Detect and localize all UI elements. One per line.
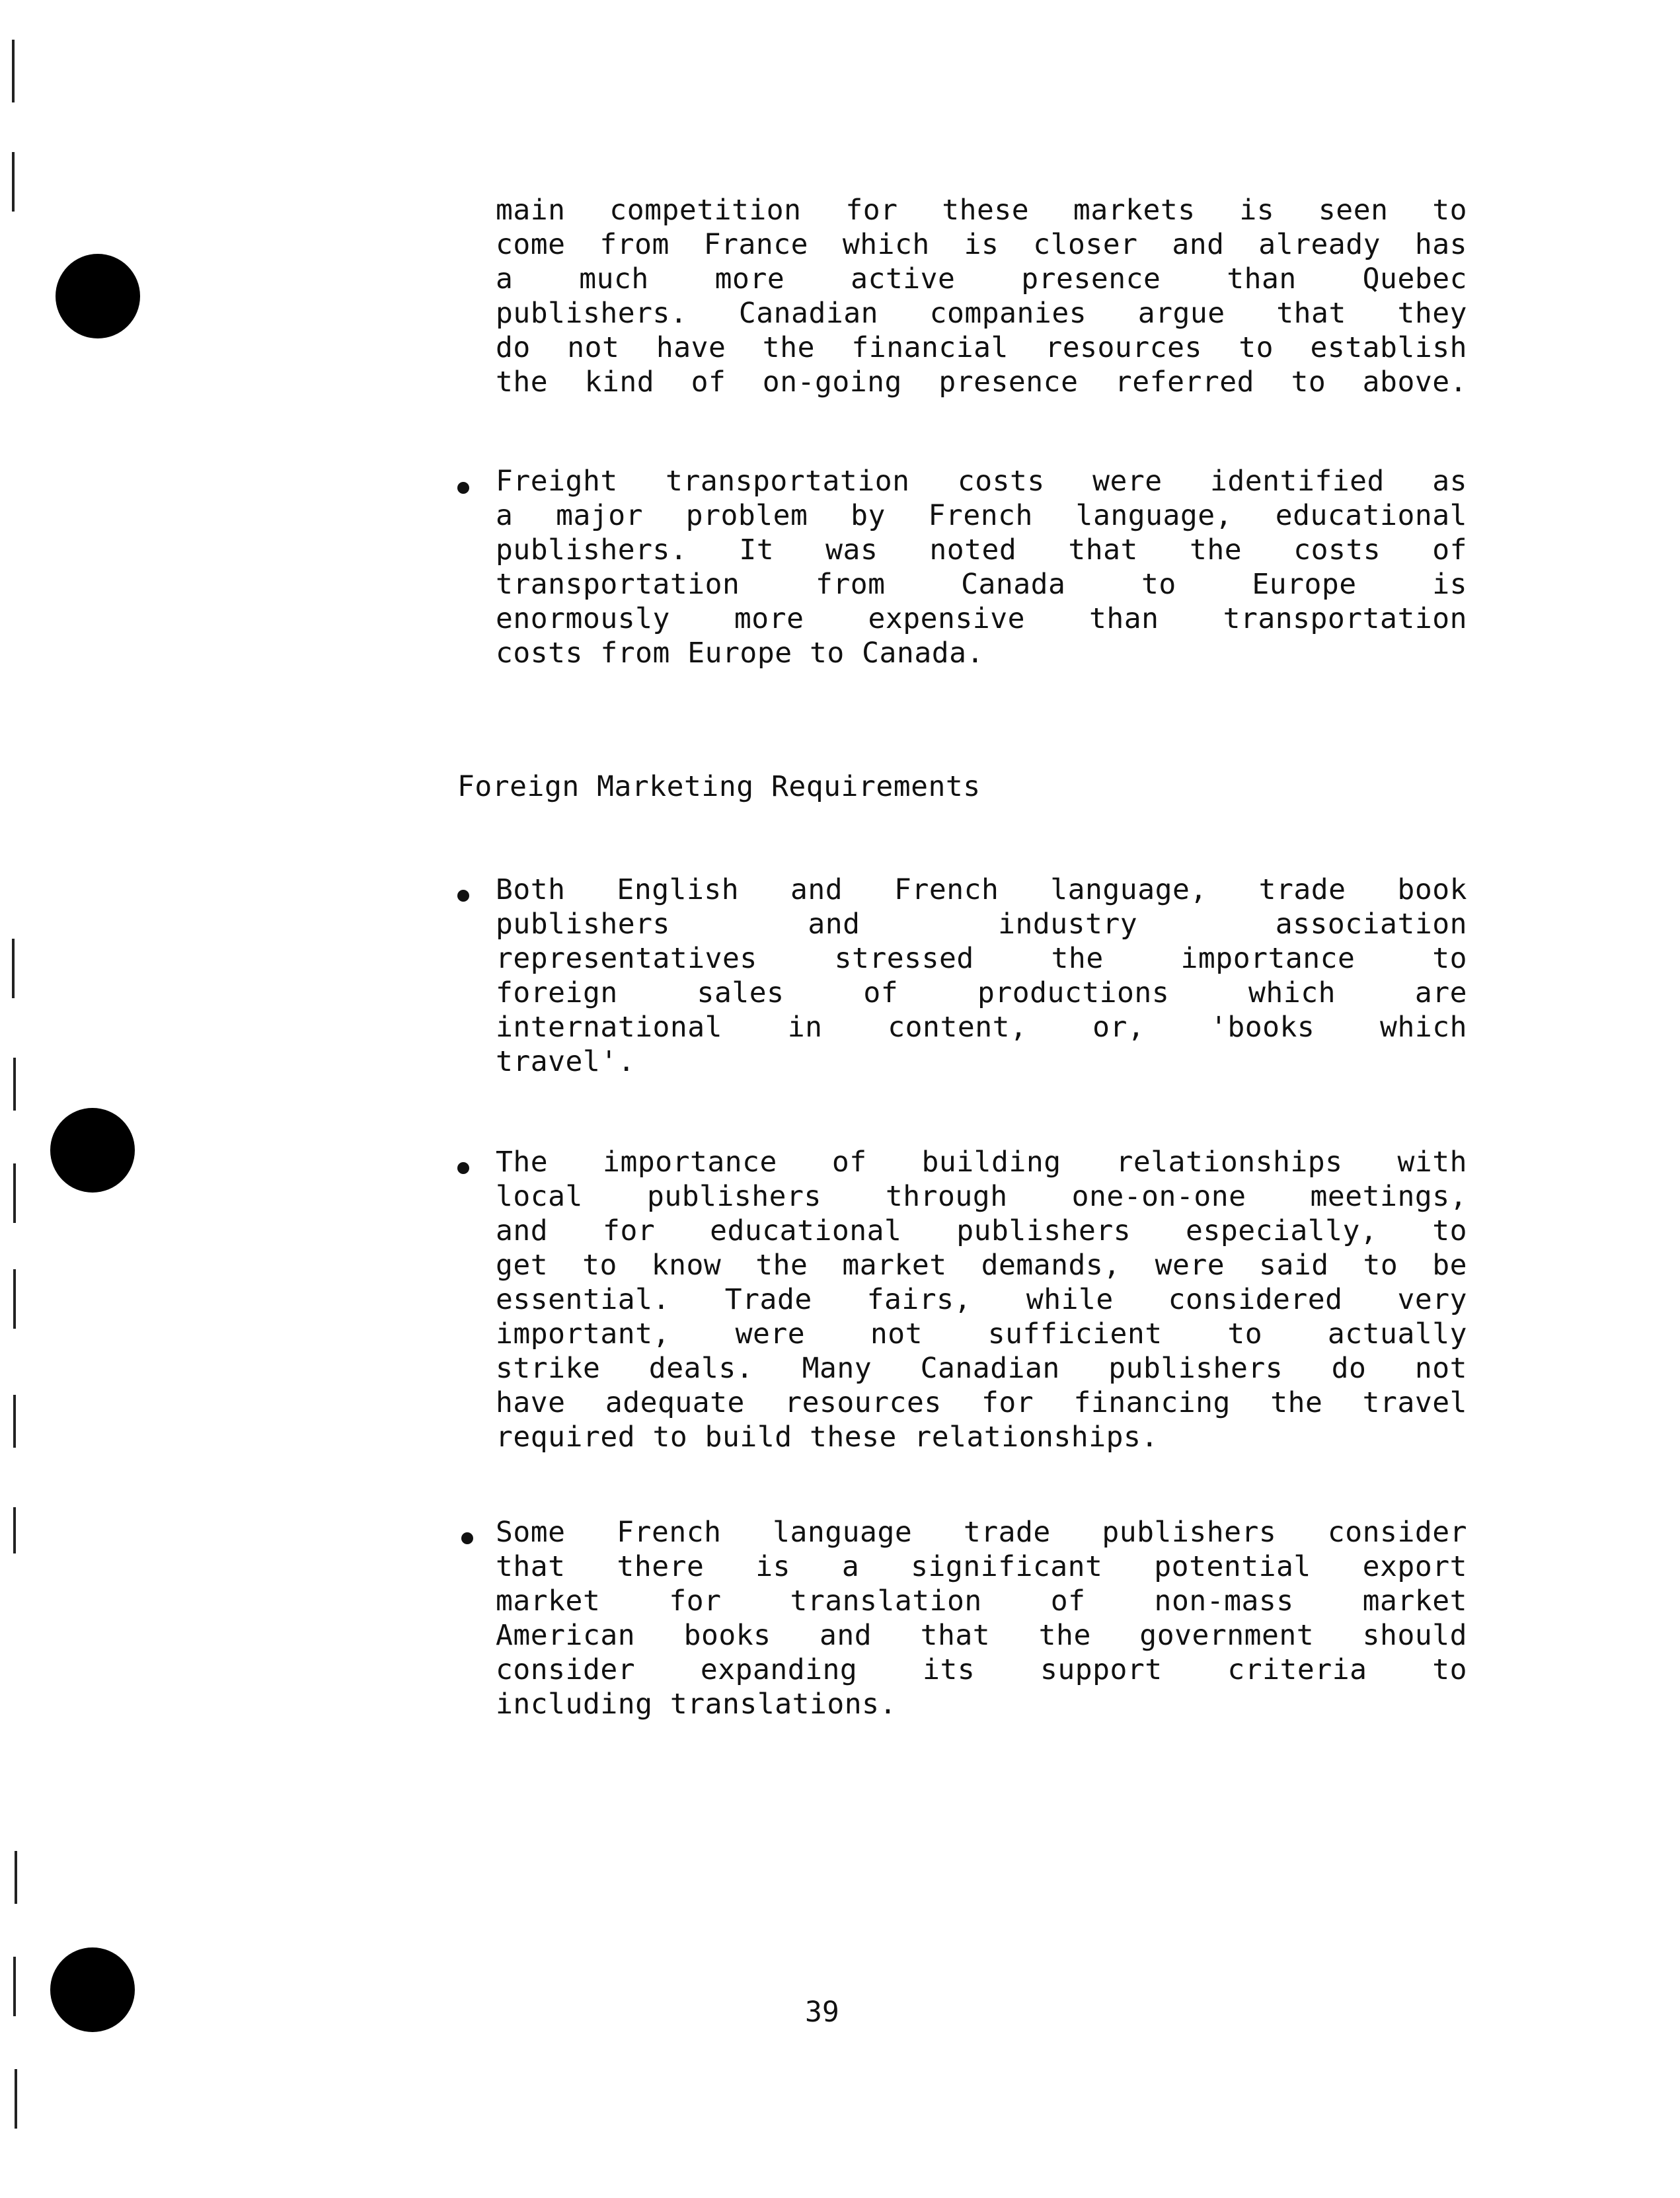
text-line: transportation from Canada to Europe is bbox=[496, 568, 1467, 601]
text-line: representatives stressed the importance to bbox=[496, 942, 1467, 975]
text-line: Freight transportation costs were identified as bbox=[496, 465, 1467, 498]
text-line: do not have the financial resources to establish bbox=[496, 331, 1467, 364]
text-line: publishers and industry association bbox=[496, 908, 1467, 941]
text-line: that there is a significant potential export bbox=[496, 1550, 1467, 1583]
punch-hole-middle bbox=[50, 1108, 135, 1193]
scan-edge-mark bbox=[13, 1058, 16, 1111]
bullet-point bbox=[457, 1162, 469, 1174]
scan-edge-mark bbox=[12, 152, 15, 212]
scan-edge-mark bbox=[12, 939, 15, 998]
scan-edge-mark bbox=[13, 1957, 16, 2016]
bullet-translations bbox=[496, 1515, 1467, 1721]
bullet-relationships bbox=[496, 1145, 1467, 1454]
text-line: have adequate resources for financing the travel bbox=[496, 1386, 1467, 1419]
text-line: a much more active presence than Quebec bbox=[496, 262, 1467, 295]
text-line: The importance of building relationships with bbox=[496, 1146, 1467, 1179]
text-line: enormously more expensive than transportation bbox=[496, 602, 1467, 635]
text-line: costs from Europe to Canada. bbox=[496, 637, 984, 670]
text-line: travel'. bbox=[496, 1045, 636, 1078]
text-line: important, were not sufficient to actually bbox=[496, 1317, 1467, 1351]
text-line: publishers. It was noted that the costs of bbox=[496, 533, 1467, 567]
text-line: Both English and French language, trade book bbox=[496, 873, 1467, 906]
bullet-point bbox=[457, 890, 469, 902]
text-line: including translations. bbox=[496, 1688, 897, 1721]
text-line: foreign sales of productions which are bbox=[496, 976, 1467, 1009]
text-line: publishers. Canadian companies argue that they bbox=[496, 297, 1467, 330]
text-line: American books and that the government should bbox=[496, 1619, 1467, 1652]
scan-edge-mark bbox=[15, 2069, 17, 2129]
bullet-travel bbox=[496, 873, 1467, 1079]
bullet-freight bbox=[496, 464, 1467, 670]
section-heading: Foreign Marketing Requirements bbox=[457, 770, 981, 803]
text-line: consider expanding its support criteria to bbox=[496, 1653, 1467, 1686]
text-line: Some French language trade publishers consider bbox=[496, 1516, 1467, 1549]
text-line: international in content, or, 'books which bbox=[496, 1011, 1467, 1044]
scan-edge-mark bbox=[13, 1163, 16, 1223]
text-line: main competition for these markets is seen to bbox=[496, 194, 1467, 227]
text-line: local publishers through one-on-one meetings, bbox=[496, 1180, 1467, 1213]
punch-hole-bottom bbox=[50, 1947, 135, 2032]
text-line: and for educational publishers especially, to bbox=[496, 1214, 1467, 1247]
text-line: essential. Trade fairs, while considered very bbox=[496, 1283, 1467, 1316]
scan-edge-mark bbox=[13, 1507, 16, 1553]
text-line: strike deals. Many Canadian publishers do not bbox=[496, 1352, 1467, 1385]
bullet-point bbox=[461, 1532, 473, 1544]
scan-edge-mark bbox=[13, 1269, 16, 1329]
text-line: market for translation of non-mass market bbox=[496, 1585, 1467, 1618]
text-line: come from France which is closer and already has bbox=[496, 228, 1467, 261]
scan-edge-mark bbox=[12, 40, 15, 102]
intro-paragraph bbox=[496, 193, 1467, 399]
page-number: 39 bbox=[805, 1996, 839, 2029]
text-line: get to know the market demands, were said to be bbox=[496, 1249, 1467, 1282]
text-line: a major problem by French language, educational bbox=[496, 499, 1467, 532]
bullet-point bbox=[457, 482, 469, 494]
text-line: required to build these relationships. bbox=[496, 1421, 1159, 1454]
scan-edge-mark bbox=[13, 1395, 16, 1448]
scan-edge-mark bbox=[15, 1851, 17, 1904]
text-line: the kind of on-going presence referred to above. bbox=[496, 366, 1467, 399]
punch-hole-top bbox=[56, 254, 140, 338]
